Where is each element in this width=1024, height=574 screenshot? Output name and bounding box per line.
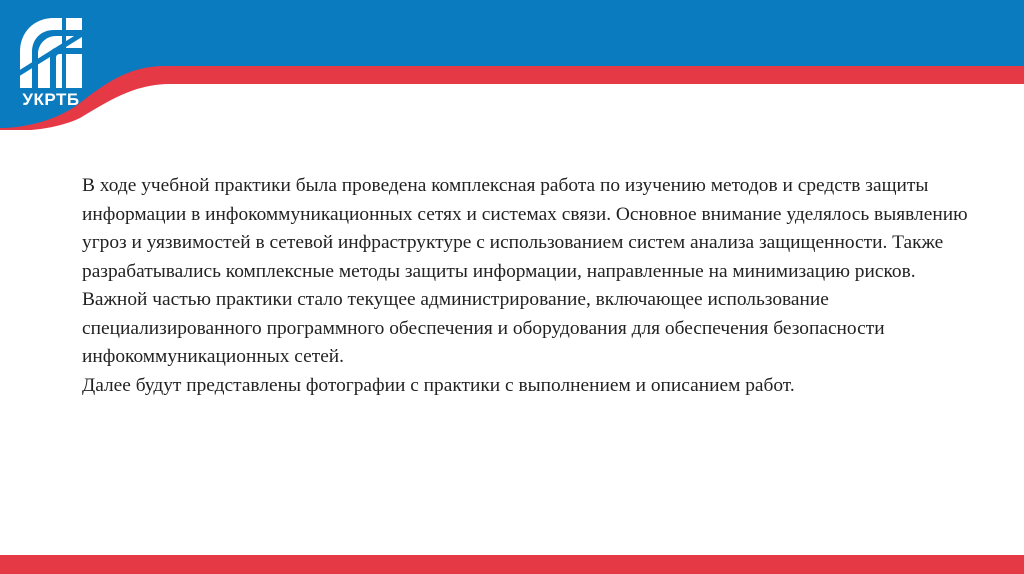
footer-band (0, 555, 1024, 574)
logo (10, 8, 92, 120)
body-text (82, 172, 982, 400)
logo-text: УКРТБ (22, 90, 80, 109)
logo-arches-icon (16, 14, 86, 90)
paragraph-closing: Далее будут представлены фотографии с практики с выполнением и описанием работ. (82, 374, 795, 396)
header-band (0, 0, 1024, 130)
paragraph-main: В ходе учебной практики была проведена комплексная работа по изучению методов и средств защиты информации в инфокоммуникационных сетях и системах связи. Основное внимание уделялось выявлению угроз и уязвимостей в сетевой инфраструктуре с использованием систем анализа защищенности. Также разрабатывались комплексные методы защиты информации, направленные на минимизацию рисков. Важной частью практики стало текущее администрирование, включающее использование специализированного программного обеспечения и оборудования для обеспечения безопасности инфокоммуникационных сетей. (82, 175, 968, 367)
header-blue-band (0, 0, 1024, 128)
